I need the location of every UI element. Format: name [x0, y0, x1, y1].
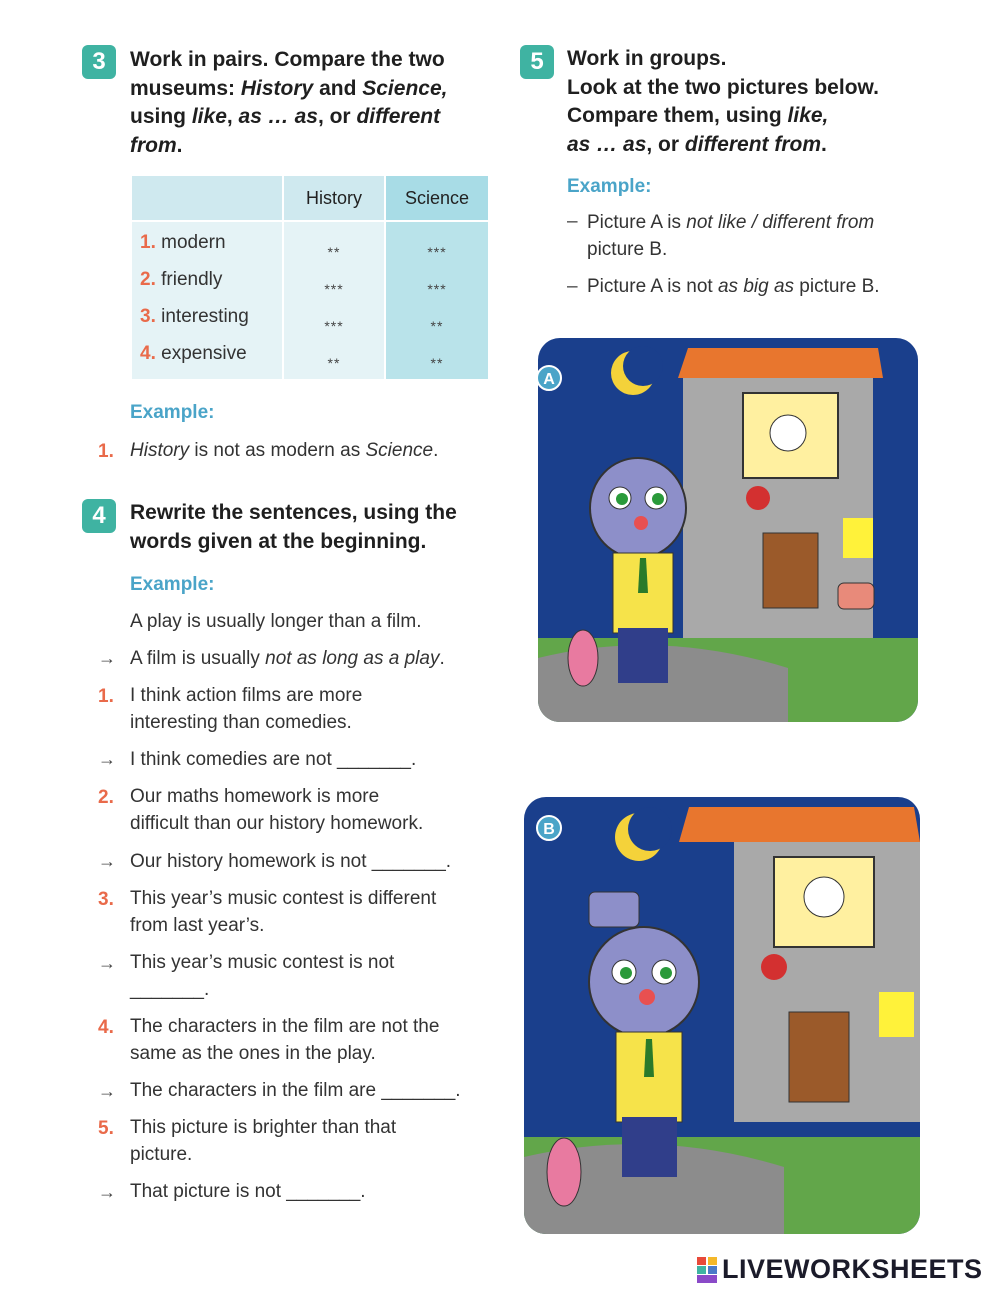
exercise-4-example-answer: A film is usually not as long as a play. — [130, 648, 445, 669]
arrow-icon: → — [98, 851, 116, 871]
exercise-3-badge: 3 — [82, 45, 116, 79]
arrow-icon: → — [98, 1081, 116, 1101]
exercise-3-example-sentence: History is not as modern as Science. — [130, 440, 439, 461]
table-row-label: 2. friendly — [140, 269, 223, 290]
item-answer[interactable]: I think comedies are not _______. — [130, 749, 417, 770]
item-question: The characters in the film are not the same as the ones in the play. — [130, 1016, 440, 1064]
picture-a — [538, 338, 918, 722]
exercise-5-heading: Work in groups. Look at the two pictures below. Compare them, using like, as … as, or different from. — [567, 47, 879, 156]
item-number: 1. — [98, 686, 114, 707]
table-cell: *** — [427, 281, 447, 297]
item-answer[interactable]: That picture is not _______. — [130, 1181, 366, 1202]
table-cell: *** — [324, 281, 344, 297]
item-number: 4. — [98, 1017, 114, 1038]
picture-b — [524, 797, 920, 1234]
arrow-icon: → — [98, 648, 116, 668]
item-answer[interactable]: This year’s music contest is not _______. — [130, 952, 395, 1000]
item-question: This picture is brighter than that picture. — [130, 1117, 397, 1165]
table-column-labels — [132, 222, 282, 379]
item-number: 3. — [98, 889, 114, 910]
table-row-label: 1. modern — [140, 232, 226, 253]
table-column-history — [284, 222, 384, 379]
liveworksheets-logo: LIVEWORKSHEETS — [722, 1254, 983, 1284]
exercise-5-example-2: Picture A is not as big as picture B. — [587, 276, 880, 297]
exercise-4-example-label: Example: — [130, 574, 215, 595]
arrow-icon: → — [98, 953, 116, 973]
table-cell: ** — [327, 355, 341, 371]
item-answer[interactable]: Our history homework is not _______. — [130, 851, 452, 872]
table-cell: ** — [430, 318, 444, 334]
table-header-science: Science — [386, 176, 488, 220]
table-header-empty — [132, 176, 282, 220]
liveworksheets-logo-icon — [697, 1257, 717, 1283]
table-cell: *** — [427, 244, 447, 260]
bullet-dash: – — [567, 211, 578, 232]
item-question: I think action films are more interesting than comedies. — [130, 685, 363, 733]
exercise-3-example-number: 1. — [98, 441, 114, 462]
exercise-3-example-label: Example: — [130, 402, 215, 423]
picture-a-tag: A — [536, 365, 562, 391]
item-question: Our maths homework is more difficult than our history homework. — [130, 786, 424, 834]
bullet-dash: – — [567, 276, 578, 297]
exercise-4-heading: Rewrite the sentences, using the words given at the beginning. — [130, 501, 457, 553]
item-number: 2. — [98, 787, 114, 808]
table-cell: ** — [430, 355, 444, 371]
exercise-4-example-sentence: A play is usually longer than a film. — [130, 611, 422, 632]
item-number: 5. — [98, 1118, 114, 1139]
picture-b-illustration — [524, 797, 920, 1234]
picture-a-illustration — [538, 338, 918, 722]
exercise-5-example-1: Picture A is not like / different from picture B. — [587, 212, 875, 260]
table-cell: *** — [324, 318, 344, 334]
table-cell: ** — [327, 244, 341, 260]
museum-comparison-table — [132, 176, 488, 379]
exercise-4-badge: 4 — [82, 499, 116, 533]
item-question: This year’s music contest is different from last year’s. — [130, 888, 437, 936]
table-column-science — [386, 222, 488, 379]
exercise-5-example-label: Example: — [567, 176, 652, 197]
table-header-history: History — [284, 176, 384, 220]
item-answer[interactable]: The characters in the film are _______. — [130, 1080, 461, 1101]
arrow-icon: → — [98, 1182, 116, 1202]
exercise-5-badge: 5 — [520, 45, 554, 79]
arrow-icon: → — [98, 749, 116, 769]
picture-b-tag: B — [536, 815, 562, 841]
exercise-3-heading: Work in pairs. Compare the two museums: History and Science, using like, as … as, or different from. — [130, 48, 448, 157]
table-row-label: 4. expensive — [140, 343, 247, 364]
table-row-label: 3. interesting — [140, 306, 249, 327]
